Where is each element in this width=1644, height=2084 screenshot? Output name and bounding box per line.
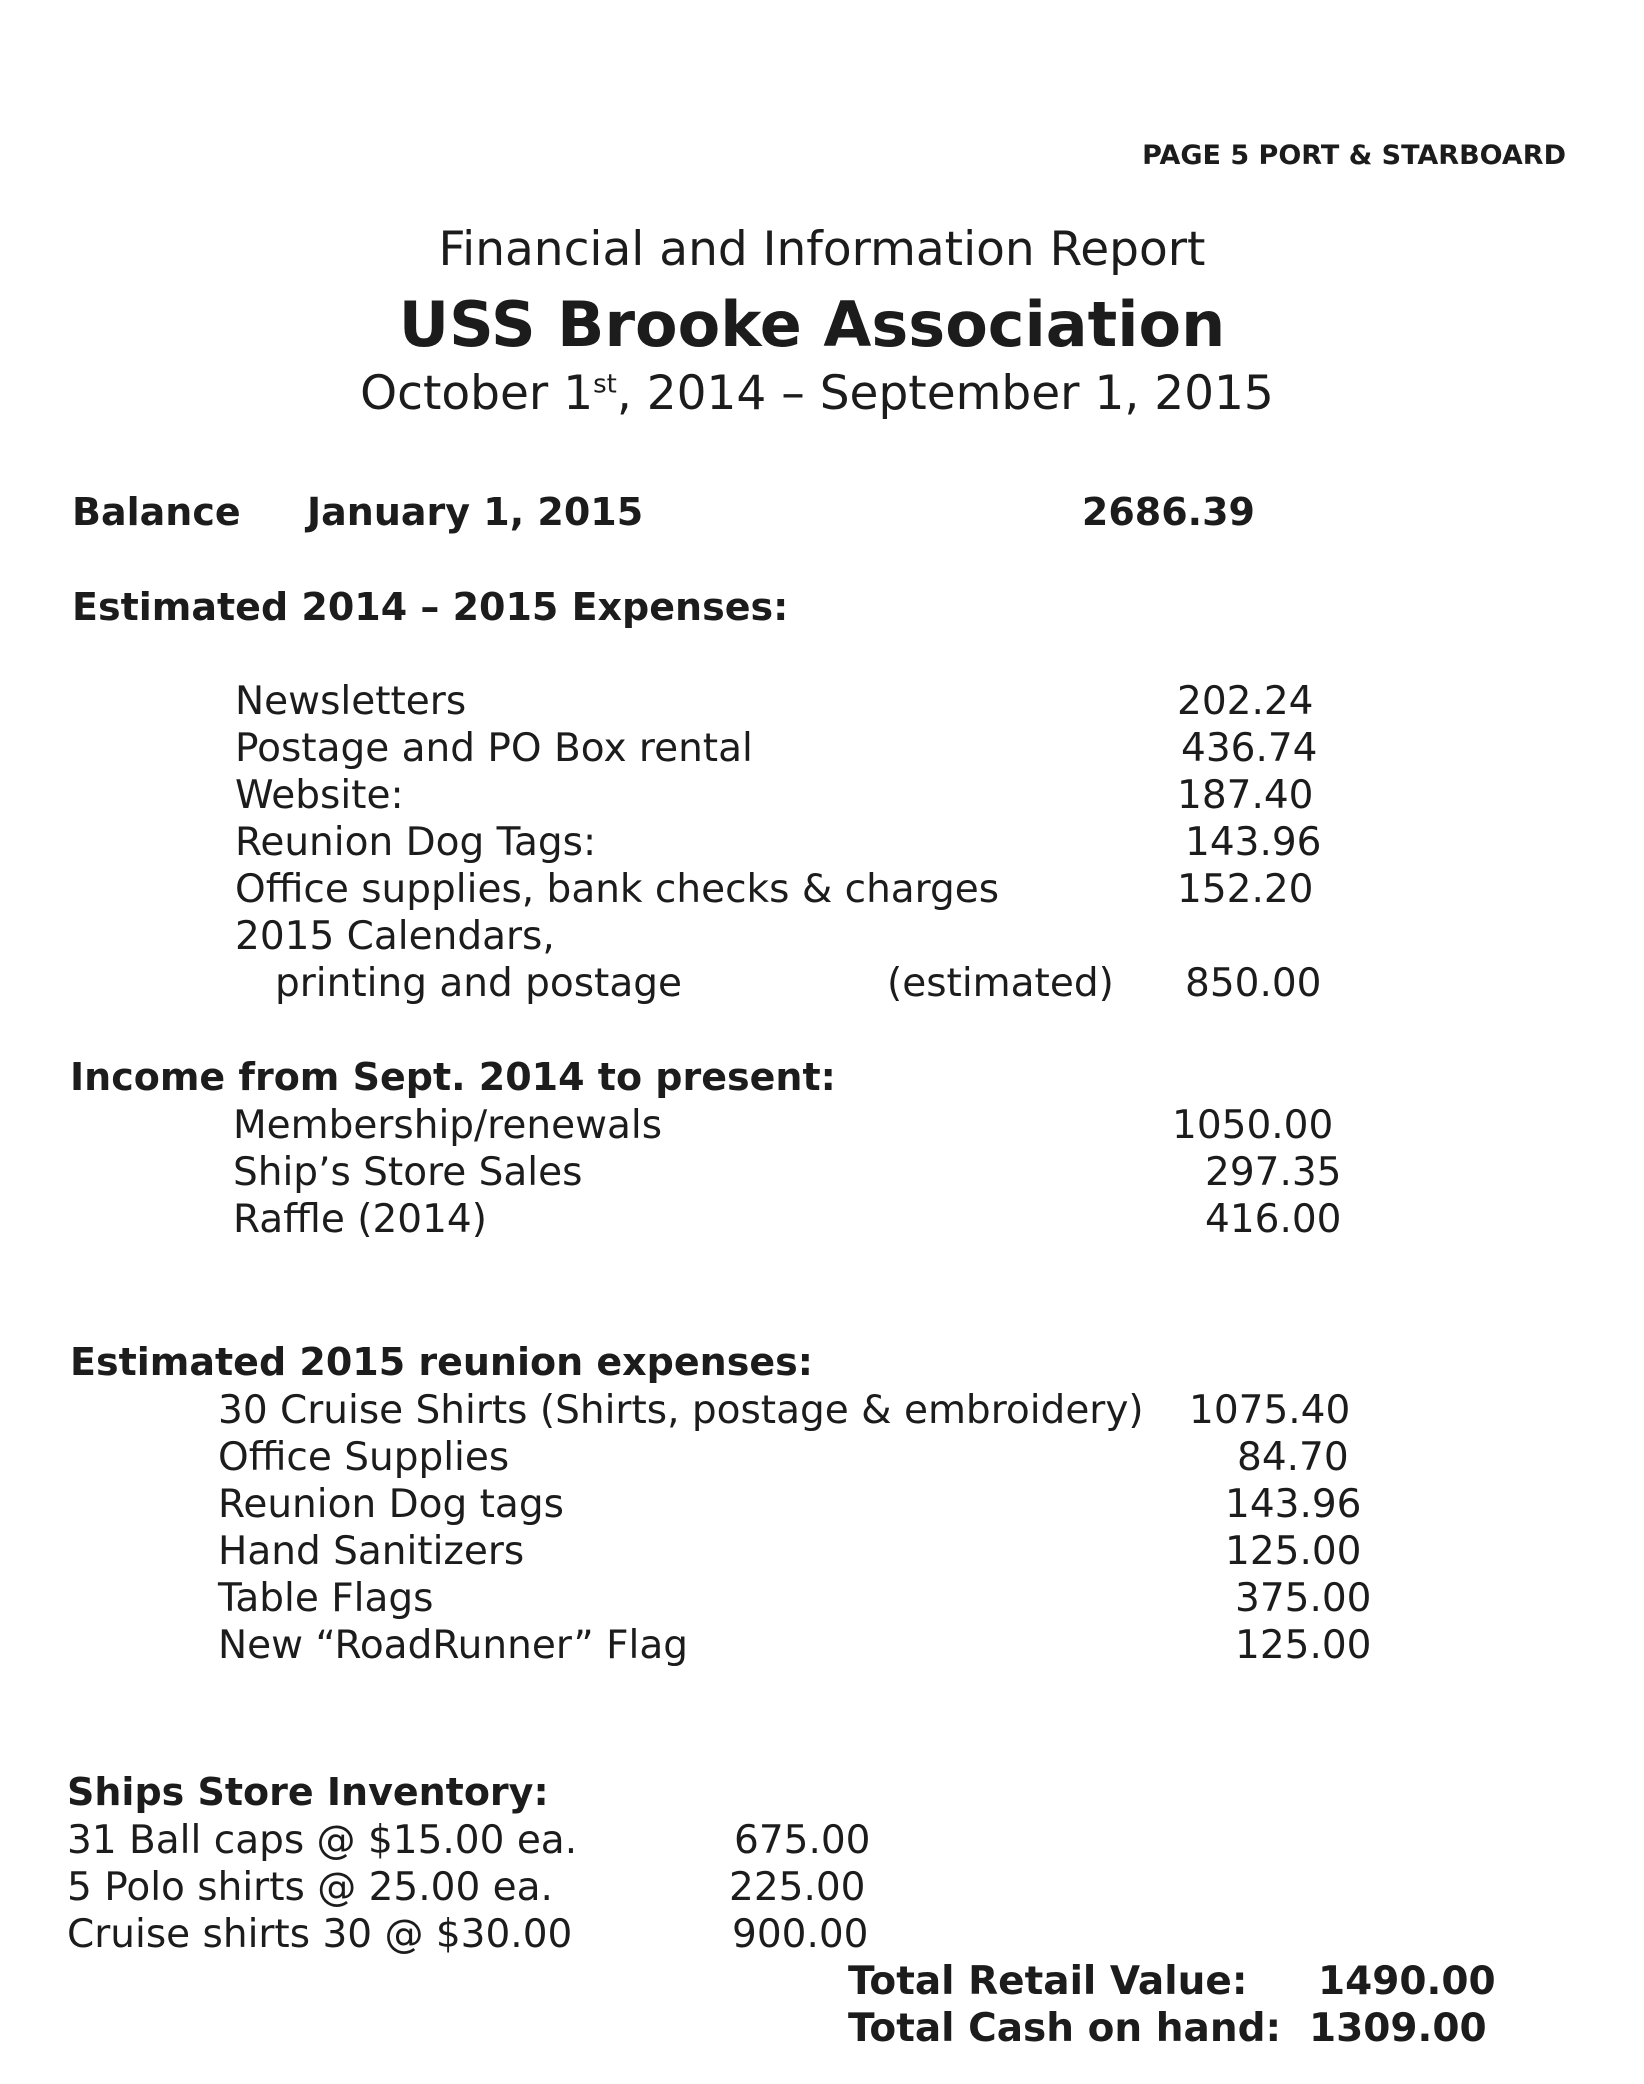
list-item-label: Ship’s Store Sales: [233, 1150, 583, 1195]
page-header: PAGE 5 PORT & STARBOARD: [1142, 140, 1566, 171]
balance-amount: 2686.39: [1081, 490, 1255, 534]
list-item-label: Newsletters: [235, 679, 467, 724]
list-item-amount: 143.96: [1185, 820, 1322, 865]
list-item-amount: 1050.00: [1172, 1103, 1334, 1148]
list-item-label: Raffle (2014): [233, 1197, 487, 1242]
report-period: October 1st, 2014 – September 1, 2015: [360, 366, 1274, 421]
estimated-note: (estimated): [887, 961, 1114, 1006]
income-heading: Income from Sept. 2014 to present:: [70, 1055, 836, 1099]
list-item-label: 31 Ball caps @ $15.00 ea.: [67, 1818, 578, 1863]
expenses-heading: Estimated 2014 – 2015 Expenses:: [72, 585, 789, 629]
total-retail-label: Total Retail Value:: [848, 1959, 1248, 2004]
list-item-label: Reunion Dog tags: [218, 1482, 564, 1527]
list-item-amount: 436.74: [1181, 726, 1318, 771]
list-item-label: Cruise shirts 30 @ $30.00: [67, 1912, 573, 1957]
list-item-label: Website:: [235, 773, 404, 818]
list-item-label: Membership/renewals: [233, 1103, 663, 1148]
list-item-label: Postage and PO Box rental: [235, 726, 753, 771]
list-item-label: New “RoadRunner” Flag: [218, 1623, 689, 1668]
list-item-amount: 152.20: [1177, 867, 1314, 912]
list-item-amount: 84.70: [1237, 1435, 1349, 1480]
list-item-label: 2015 Calendars,: [235, 914, 555, 959]
organization-name: USS Brooke Association: [398, 288, 1226, 361]
list-item-amount: 416.00: [1205, 1197, 1342, 1242]
list-item-label: Reunion Dog Tags:: [235, 820, 597, 865]
list-item-amount: 225.00: [729, 1865, 866, 1910]
list-item-amount: 675.00: [734, 1818, 871, 1863]
report-title: Financial and Information Report: [438, 222, 1206, 277]
list-item-label: 30 Cruise Shirts (Shirts, postage & embroidery): [218, 1388, 1144, 1433]
list-item-label: Table Flags: [218, 1576, 434, 1621]
list-item-label: Office Supplies: [218, 1435, 510, 1480]
total-retail-amount: 1490.00: [1318, 1959, 1496, 2004]
balance-date: January 1, 2015: [307, 490, 644, 534]
total-cash-amount: 1309.00: [1309, 2006, 1487, 2051]
list-item-amount: 143.96: [1225, 1482, 1362, 1527]
inventory-heading: Ships Store Inventory:: [67, 1770, 549, 1814]
list-item-amount: 1075.40: [1189, 1388, 1351, 1433]
list-item-label: Hand Sanitizers: [218, 1529, 525, 1574]
list-item-amount: 375.00: [1235, 1576, 1372, 1621]
reunion-heading: Estimated 2015 reunion expenses:: [70, 1340, 813, 1384]
list-item-amount: 202.24: [1177, 679, 1314, 724]
list-item-label: Office supplies, bank checks & charges: [235, 867, 1000, 912]
list-item-amount: 187.40: [1177, 773, 1314, 818]
list-item-amount: 125.00: [1225, 1529, 1362, 1574]
balance-label: Balance: [72, 490, 241, 534]
list-item-amount: 850.00: [1185, 961, 1322, 1006]
list-item-amount: 125.00: [1235, 1623, 1372, 1668]
list-item-amount: 900.00: [732, 1912, 869, 1957]
list-item-sublabel: printing and postage: [275, 961, 682, 1006]
total-cash-label: Total Cash on hand:: [848, 2006, 1282, 2051]
list-item-label: 5 Polo shirts @ 25.00 ea.: [67, 1865, 553, 1910]
list-item-amount: 297.35: [1205, 1150, 1342, 1195]
